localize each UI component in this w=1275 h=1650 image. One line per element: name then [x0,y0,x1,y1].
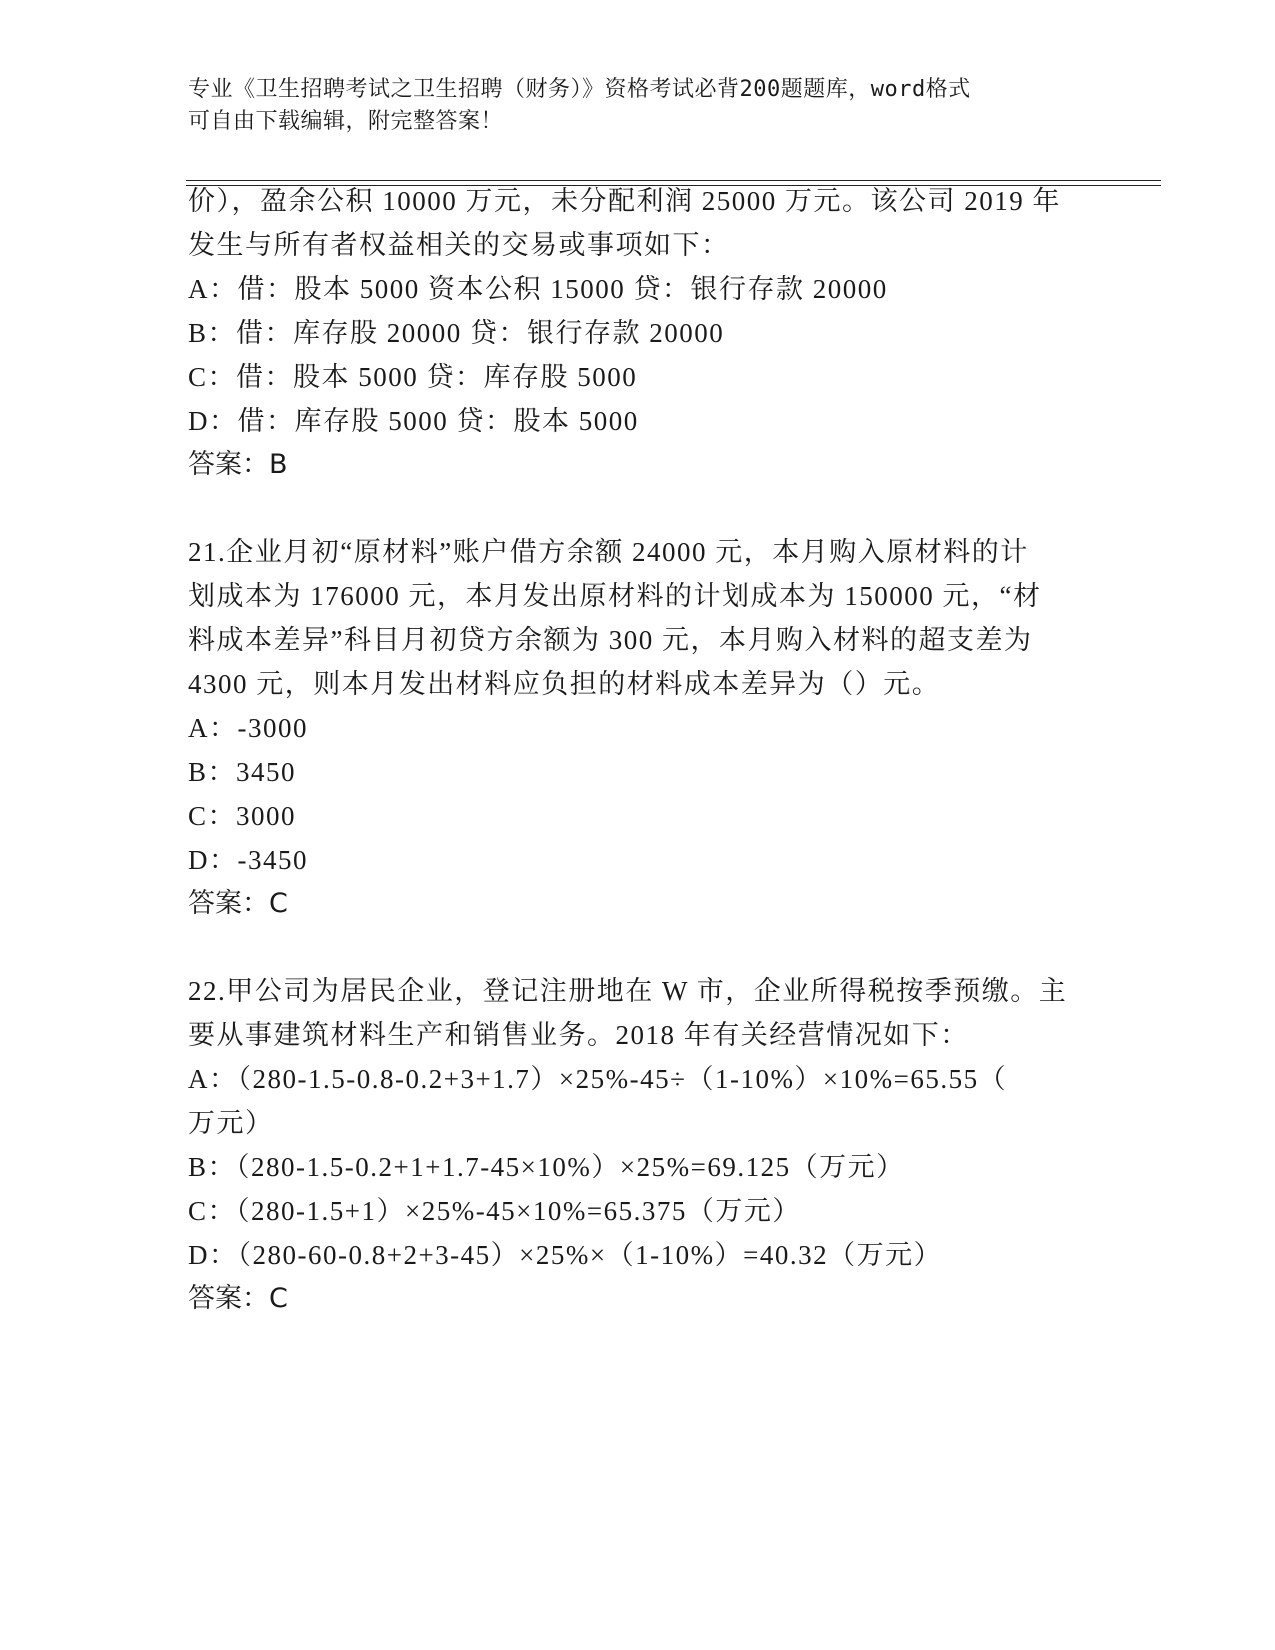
question-22-option-c: C：（280-1.5+1）×25%-45×10%=65.375（万元） [188,1196,801,1226]
question-22-option-a-continued: 万元） [188,1108,274,1138]
question-22-option-d: D：（280-60-0.8+2+3-45）×25%×（1-10%）=40.32（万元） [188,1240,943,1270]
prev-question-option-c: C：借：股本 5000 贷：库存股 5000 [188,362,638,392]
question-21-stem-line-3: 料成本差异”科目月初贷方余额为 300 元，本月购入材料的超支差为 [188,625,1033,655]
question-21-option-b: B：3450 [188,757,297,787]
prev-question-option-d: D：借：库存股 5000 贷：股本 5000 [188,406,639,436]
document-header [188,74,1068,138]
question-21-stem-line-4: 4300 元，则本月发出材料应负担的材料成本差异为（）元。 [188,669,941,699]
prev-question-stem-line-1: 价），盈余公积 10000 万元，未分配利润 25000 万元。该公司 2019 年 [188,186,1061,216]
question-22-option-a: A：（280-1.5-0.8-0.2+3+1.7）×25%-45÷（1-10%）×10%=65.55（ [188,1064,1008,1094]
prev-question-option-b: B：借：库存股 20000 贷：银行存款 20000 [188,318,725,348]
prev-question-option-a: A：借：股本 5000 资本公积 15000 贷：银行存款 20000 [188,274,888,304]
prev-question-answer: 答案：B [188,449,288,480]
question-21-option-d: D：-3450 [188,845,308,875]
question-22-option-b: B：（280-1.5-0.2+1+1.7-45×10%）×25%=69.125（万元） [188,1152,905,1182]
question-22-stem-line-2: 要从事建筑材料生产和销售业务。2018 年有关经营情况如下： [188,1020,969,1050]
question-21-option-c: C：3000 [188,801,297,831]
header-title-line-2: 可自由下载编辑，附完整答案！ [188,109,504,134]
prev-question-stem-line-2: 发生与所有者权益相关的交易或事项如下： [188,230,730,260]
question-22-stem-line-1: 22.甲公司为居民企业，登记注册地在 W 市，企业所得税按季预缴。主 [188,976,1068,1006]
question-21-stem-line-2: 划成本为 176000 元，本月发出原材料的计划成本为 150000 元，“材 [188,581,1042,611]
header-title-line-1: 专业《卫生招聘考试之卫生招聘（财务）》资格考试必背200题题库，word格式 [188,77,971,102]
question-22-answer: 答案：C [188,1283,288,1314]
header-divider-top [186,180,1161,181]
question-21-stem-line-1: 21.企业月初“原材料”账户借方余额 24000 元，本月购入原材料的计 [188,537,1029,567]
question-21-answer: 答案：C [188,888,288,919]
question-21-option-a: A：-3000 [188,713,308,743]
